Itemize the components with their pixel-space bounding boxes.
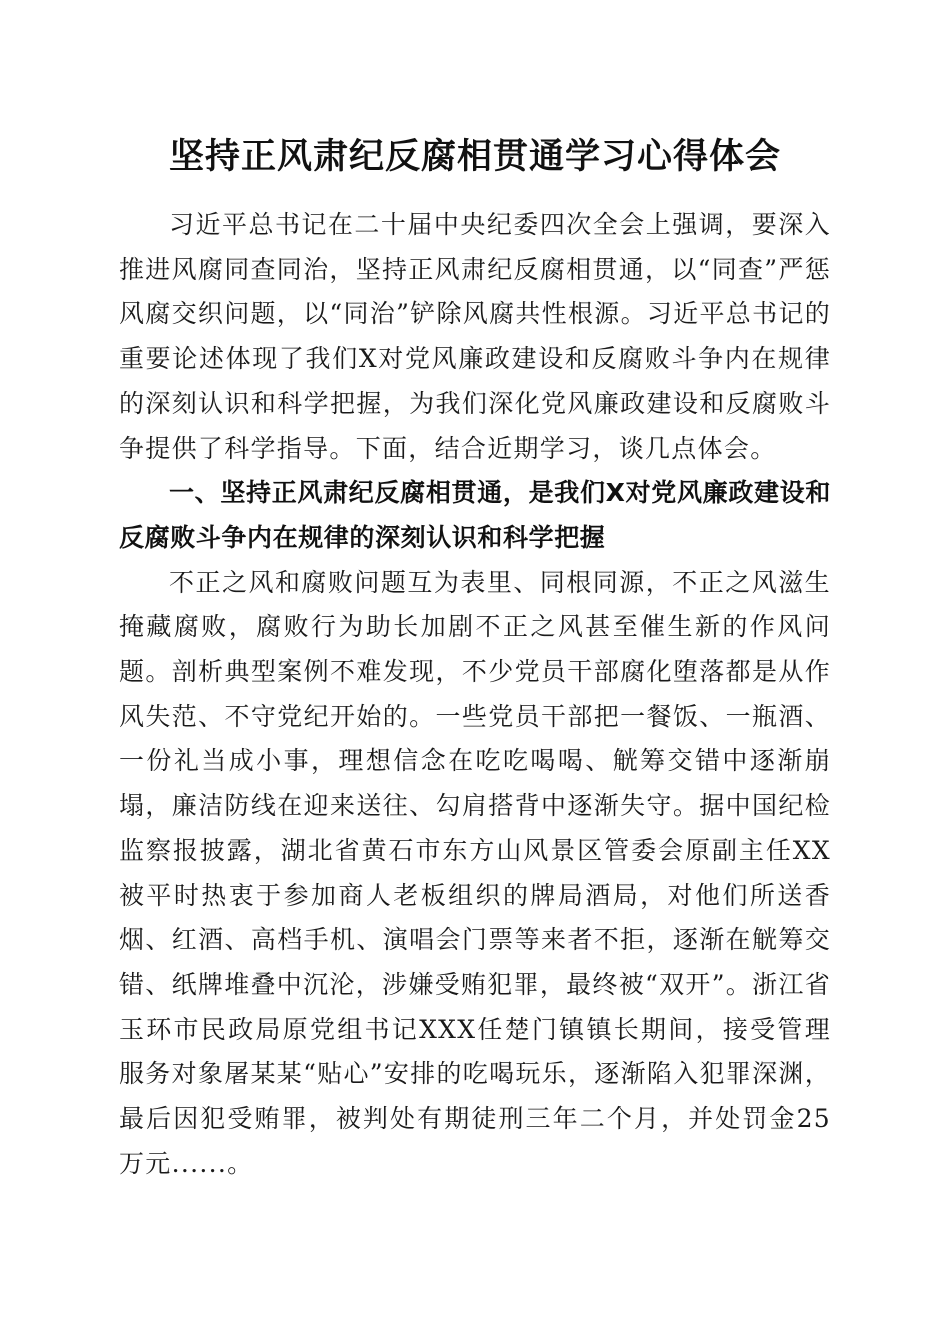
- intro-paragraph: 习近平总书记在二十届中央纪委四次全会上强调，要深入推进风腐同查同治，坚持正风肃纪反腐相贯通，以“同查”严惩风腐交织问题，以“同治”铲除风腐共性根源。习近平总书记的重要论述体现了我们X对党风廉政建设和反腐败斗争内在规律的深刻认识和科学把握，为我们深化党风廉政建设和反腐败斗争提供了科学指导。下面，结合近期学习，谈几点体会。: [119, 210, 831, 463]
- document-body: [119, 203, 831, 1186]
- section-1-paragraph: 不正之风和腐败问题互为表里、同根同源，不正之风滋生掩藏腐败，腐败行为助长加剧不正之风甚至催生新的作风问题。剖析典型案例不难发现，不少党员干部腐化堕落都是从作风失范、不守党纪开始的。一些党员干部把一餐饭、一瓶酒、一份礼当成小事，理想信念在吃吃喝喝、觥筹交错中逐渐崩塌，廉洁防线在迎来送往、勾肩搭背中逐渐失守。据中国纪检监察报披露，湖北省黄石市东方山风景区管委会原副主任XX被平时热衷于参加商人老板组织的牌局酒局，对他们所送香烟、红酒、高档手机、演唱会门票等来者不拒，逐渐在觥筹交错、纸牌堆叠中沉沦，涉嫌受贿犯罪，最终被“双开”。浙江省玉环市民政局原党组书记XXX任楚门镇镇长期间，接受管理服务对象屠某某“贴心”安排的吃喝玩乐，逐渐陷入犯罪深渊，最后因犯受贿罪，被判处有期徒刑三年二个月，并处罚金25万元......。: [119, 567, 831, 1178]
- section-heading-1: 一、坚持正风肃纪反腐相贯通，是我们X对党风廉政建设和反腐败斗争内在规律的深刻认识和科学把握: [119, 478, 831, 552]
- document-title: 坚持正风肃纪反腐相贯通学习心得体会: [168, 136, 781, 177]
